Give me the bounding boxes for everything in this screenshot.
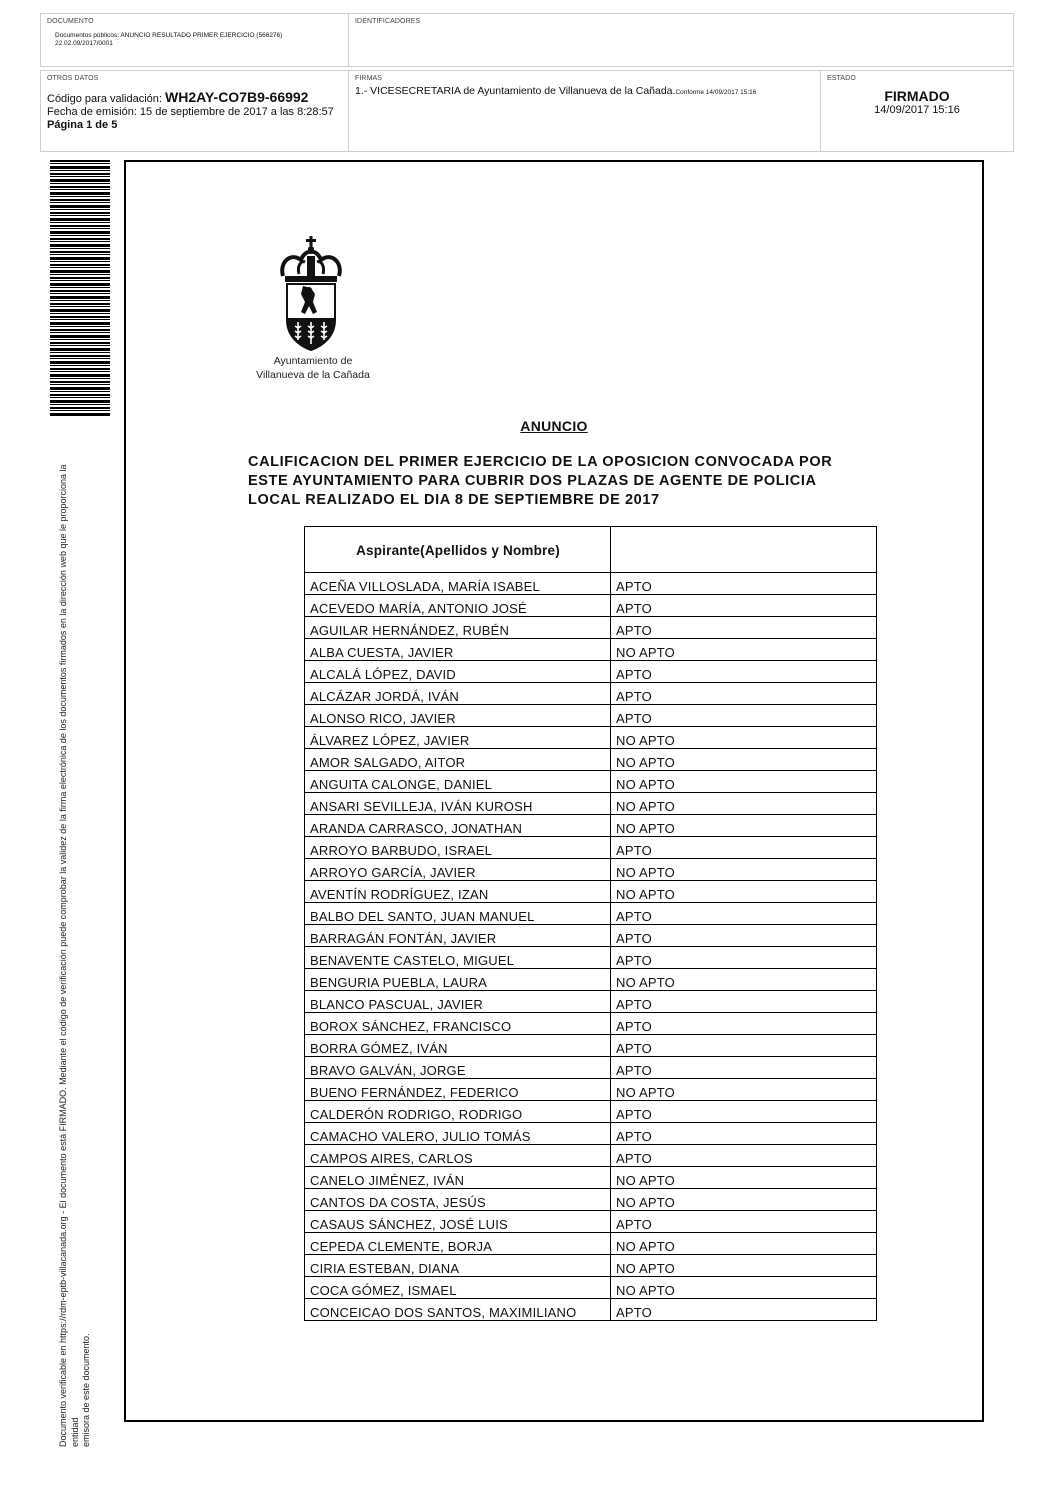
table-row — [305, 1233, 877, 1255]
document-header-bottom — [40, 70, 1014, 152]
emission-date: Fecha de emisión: 15 de septiembre de 2017 a las 8:28:57 — [47, 106, 334, 118]
applicant-result: APTO — [611, 1057, 877, 1079]
applicant-result: NO APTO — [611, 1277, 877, 1299]
otros-datos-label: OTROS DATOS — [47, 75, 99, 82]
applicant-result: APTO — [611, 903, 877, 925]
applicant-result: NO APTO — [611, 1079, 877, 1101]
applicant-result: APTO — [611, 617, 877, 639]
title-line: LOCAL REALIZADO EL DIA 8 DE SEPTIEMBRE DE 2017 — [248, 492, 660, 508]
applicant-name: BOROX SÁNCHEZ, FRANCISCO — [305, 1013, 611, 1035]
documento-reference: 22.02.09/2017/0001 — [55, 40, 113, 47]
applicant-result: APTO — [611, 1013, 877, 1035]
applicant-name: ALCÁZAR JORDÁ, IVÁN — [305, 683, 611, 705]
announcement-heading: ANUNCIO — [520, 418, 588, 434]
applicant-result: NO APTO — [611, 1233, 877, 1255]
applicant-name: CASAUS SÁNCHEZ, JOSÉ LUIS — [305, 1211, 611, 1233]
estado-cell — [821, 71, 1013, 151]
table-row — [305, 925, 877, 947]
table-row — [305, 969, 877, 991]
verification-note-line2: emisora de este documento. — [81, 1333, 91, 1447]
applicant-result: NO APTO — [611, 727, 877, 749]
applicant-result: APTO — [611, 661, 877, 683]
table-row — [305, 1145, 877, 1167]
firma-status: Conforme 14/09/2017 15:16 — [675, 89, 757, 96]
applicant-name: CALDERÓN RODRIGO, RODRIGO — [305, 1101, 611, 1123]
table-row — [305, 705, 877, 727]
applicant-result: APTO — [611, 1299, 877, 1321]
firma-signer: 1.- VICESECRETARIA de Ayuntamiento de Villanueva de la Cañada. — [355, 85, 676, 97]
applicant-name: CIRIA ESTEBAN, DIANA — [305, 1255, 611, 1277]
table-row — [305, 815, 877, 837]
coat-of-arms-icon — [277, 236, 345, 352]
applicant-name: BORRA GÓMEZ, IVÁN — [305, 1035, 611, 1057]
table-row — [305, 903, 877, 925]
firmas-label: FIRMAS — [355, 75, 383, 82]
table-row — [305, 991, 877, 1013]
table-row — [305, 1013, 877, 1035]
applicant-result: APTO — [611, 683, 877, 705]
table-header-row — [305, 527, 877, 573]
table-row — [305, 573, 877, 595]
table-row — [305, 1123, 877, 1145]
verification-note — [58, 435, 93, 1447]
table-row — [305, 1255, 877, 1277]
firma-entry — [355, 85, 814, 97]
organization-line2: Villanueva de la Cañada — [256, 369, 370, 381]
applicant-result: NO APTO — [611, 749, 877, 771]
table-row — [305, 617, 877, 639]
applicant-result: NO APTO — [611, 1255, 877, 1277]
announcement-title — [248, 453, 868, 510]
table-row — [305, 661, 877, 683]
applicant-name: CAMACHO VALERO, JULIO TOMÁS — [305, 1123, 611, 1145]
applicant-name: BLANCO PASCUAL, JAVIER — [305, 991, 611, 1013]
applicant-name: ARANDA CARRASCO, JONATHAN — [305, 815, 611, 837]
applicant-result: APTO — [611, 1101, 877, 1123]
applicant-result: APTO — [611, 705, 877, 727]
validation-code[interactable]: WH2AY-CO7B9-66992 — [165, 89, 309, 105]
table-row — [305, 639, 877, 661]
column-header-result — [611, 527, 877, 573]
table-row — [305, 1299, 877, 1321]
applicant-result: NO APTO — [611, 859, 877, 881]
table-row — [305, 881, 877, 903]
applicant-result: APTO — [611, 1035, 877, 1057]
table-row — [305, 837, 877, 859]
applicant-name: BENAVENTE CASTELO, MIGUEL — [305, 947, 611, 969]
applicant-result: NO APTO — [611, 1167, 877, 1189]
verification-note-line1: Documento verificable en https://rdm-eptb-villacanada.org - El documento está FIRMADO. Mediante el código de verificación puede comprobar la validez de la firma electrónica de los documentos firmados en la dirección web que le proporciona la entidad — [58, 464, 80, 1447]
table-row — [305, 1277, 877, 1299]
applicant-name: ALCALÁ LÓPEZ, DAVID — [305, 661, 611, 683]
validation-code-line — [47, 91, 342, 106]
barcode-icon — [50, 160, 110, 416]
table-row — [305, 1035, 877, 1057]
applicant-result: APTO — [611, 1123, 877, 1145]
applicant-name: COCA GÓMEZ, ISMAEL — [305, 1277, 611, 1299]
applicant-result: NO APTO — [611, 771, 877, 793]
page-number: Página 1 de 5 — [47, 119, 118, 131]
applicant-name: BARRAGÁN FONTÁN, JAVIER — [305, 925, 611, 947]
table-row — [305, 595, 877, 617]
validation-code-label: Código para validación: — [47, 93, 162, 105]
applicant-name: ALBA CUESTA, JAVIER — [305, 639, 611, 661]
applicant-result: NO APTO — [611, 793, 877, 815]
document-header-top — [40, 13, 1014, 67]
applicant-name: ACEVEDO MARÍA, ANTONIO JOSÉ — [305, 595, 611, 617]
applicant-name: AMOR SALGADO, AITOR — [305, 749, 611, 771]
identificadores-label: IDENTIFICADORES — [355, 18, 421, 25]
identificadores-cell — [349, 14, 1013, 66]
applicant-name: ACEÑA VILLOSLADA, MARÍA ISABEL — [305, 573, 611, 595]
table-row — [305, 793, 877, 815]
applicant-result: APTO — [611, 947, 877, 969]
table-row — [305, 1189, 877, 1211]
applicant-name: AGUILAR HERNÁNDEZ, RUBÉN — [305, 617, 611, 639]
applicant-result: APTO — [611, 1211, 877, 1233]
applicant-name: ANSARI SEVILLEJA, IVÁN KUROSH — [305, 793, 611, 815]
firmas-cell — [349, 71, 821, 151]
applicant-result: APTO — [611, 595, 877, 617]
applicant-name: AVENTÍN RODRÍGUEZ, IZAN — [305, 881, 611, 903]
applicant-name: CANTOS DA COSTA, JESÚS — [305, 1189, 611, 1211]
applicant-result: APTO — [611, 837, 877, 859]
applicant-name: BALBO DEL SANTO, JUAN MANUEL — [305, 903, 611, 925]
table-row — [305, 859, 877, 881]
applicant-name: BRAVO GALVÁN, JORGE — [305, 1057, 611, 1079]
table-row — [305, 771, 877, 793]
applicant-result: NO APTO — [611, 815, 877, 837]
title-line: ESTE AYUNTAMIENTO PARA CUBRIR DOS PLAZAS DE AGENTE DE POLICIA — [248, 473, 817, 489]
applicant-name: BENGURIA PUEBLA, LAURA — [305, 969, 611, 991]
organization-line1: Ayuntamiento de — [273, 355, 353, 367]
applicant-name: BUENO FERNÁNDEZ, FEDERICO — [305, 1079, 611, 1101]
table-row — [305, 1167, 877, 1189]
applicant-name: CEPEDA CLEMENTE, BORJA — [305, 1233, 611, 1255]
applicant-name: ANGUITA CALONGE, DANIEL — [305, 771, 611, 793]
applicant-result: NO APTO — [611, 639, 877, 661]
applicant-result: APTO — [611, 1145, 877, 1167]
table-row — [305, 1057, 877, 1079]
table-row — [305, 1101, 877, 1123]
organization-name — [243, 354, 383, 382]
table-row — [305, 1211, 877, 1233]
applicant-name: CAMPOS AIRES, CARLOS — [305, 1145, 611, 1167]
results-table — [304, 526, 877, 1321]
applicant-name: ÁLVAREZ LÓPEZ, JAVIER — [305, 727, 611, 749]
applicant-result: NO APTO — [611, 969, 877, 991]
applicant-result: APTO — [611, 573, 877, 595]
applicant-result: APTO — [611, 991, 877, 1013]
table-row — [305, 727, 877, 749]
estado-value: FIRMADO — [884, 88, 950, 104]
estado-date: 14/09/2017 15:16 — [874, 104, 960, 116]
applicant-result: APTO — [611, 925, 877, 947]
otros-datos-cell — [41, 71, 349, 151]
table-row — [305, 683, 877, 705]
applicant-name: ARROYO GARCÍA, JAVIER — [305, 859, 611, 881]
title-line: CALIFICACION DEL PRIMER EJERCICIO DE LA OPOSICION CONVOCADA POR — [248, 454, 833, 470]
applicant-result: NO APTO — [611, 881, 877, 903]
applicant-name: ARROYO BARBUDO, ISRAEL — [305, 837, 611, 859]
applicant-name: CANELO JIMÉNEZ, IVÁN — [305, 1167, 611, 1189]
documento-label: DOCUMENTO — [47, 18, 94, 25]
applicant-name: ALONSO RICO, JAVIER — [305, 705, 611, 727]
table-row — [305, 947, 877, 969]
documento-description: Documentos públicos: ANUNCIO RESULTADO PRIMER EJERCICIO (566276) — [55, 32, 283, 39]
table-row — [305, 749, 877, 771]
column-header-aspirante: Aspirante(Apellidos y Nombre) — [305, 527, 611, 573]
applicant-result: NO APTO — [611, 1189, 877, 1211]
estado-label: ESTADO — [827, 75, 856, 82]
documento-cell — [41, 14, 349, 66]
applicant-name: CONCEICAO DOS SANTOS, MAXIMILIANO — [305, 1299, 611, 1321]
table-row — [305, 1079, 877, 1101]
